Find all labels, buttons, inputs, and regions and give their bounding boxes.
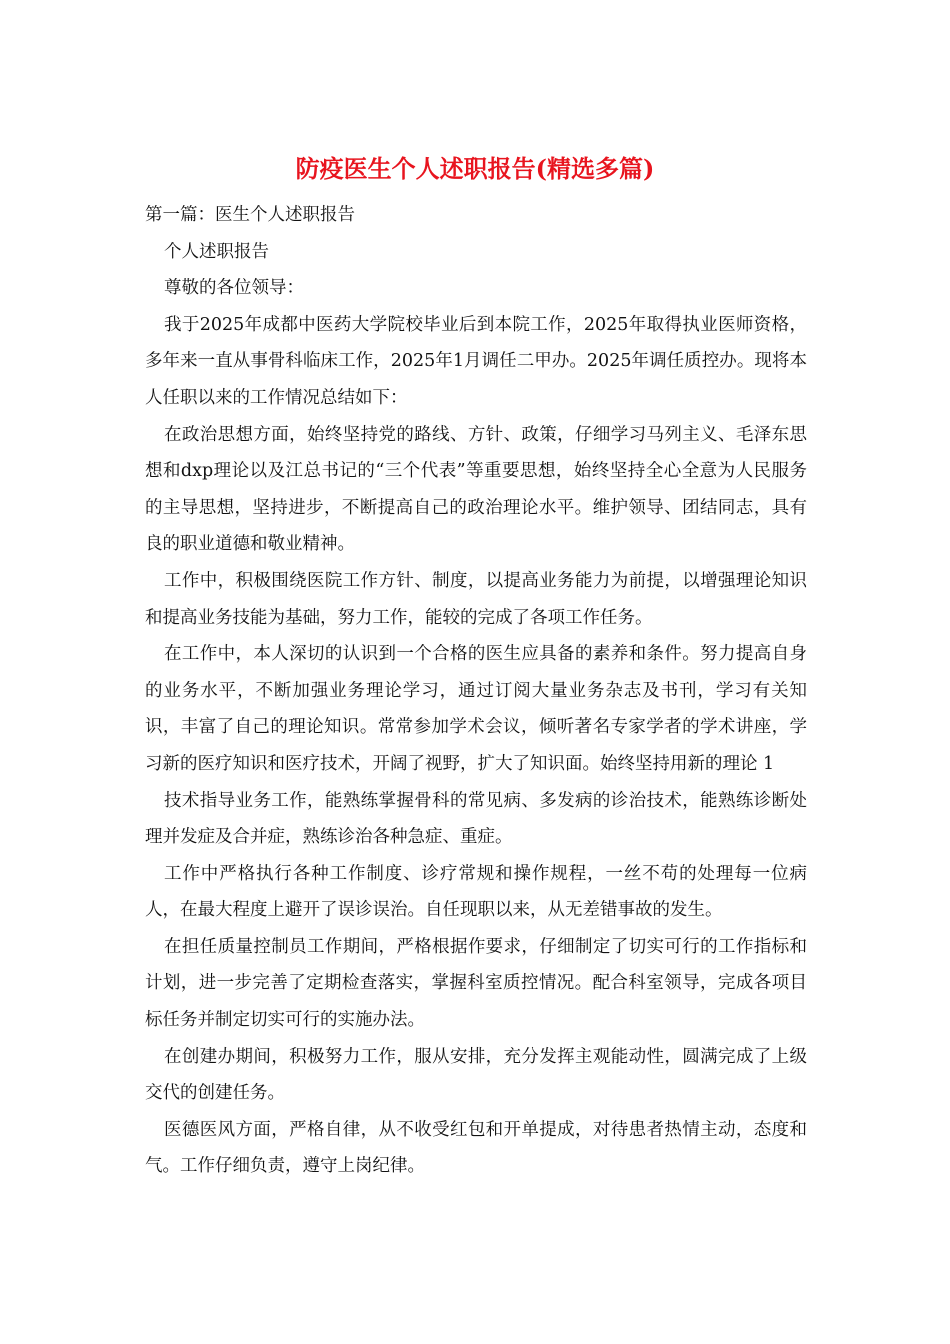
document-title: 防疫医生个人述职报告(精选多篇) xyxy=(295,154,655,183)
paragraph: 医德医风方面，严格自律，从不收受红包和开单提成，对待患者热情主动，态度和气。工作仔细负责，遵守上岗纪律。 xyxy=(145,1119,807,1177)
document-body xyxy=(145,197,807,1185)
report-subtitle: 个人述职报告 xyxy=(164,241,269,262)
paragraph: 在创建办期间，积极努力工作，服从安排，充分发挥主观能动性，圆满完成了上级交代的创建任务。 xyxy=(145,1046,807,1104)
paragraph: 工作中，积极围绕医院工作方针、制度，以提高业务能力为前提，以增强理论知识和提高业务技能为基础，努力工作，能较的完成了各项工作任务。 xyxy=(145,570,807,628)
paragraph: 在政治思想方面，始终坚持党的路线、方针、政策，仔细学习马列主义、毛泽东思想和dxp理论以及江总书记的“三个代表”等重要思想，始终坚持全心全意为人民服务的主导思想，坚持进步，不断提高自己的政治理论水平。维护领导、团结同志，具有良的职业道德和敬业精神。 xyxy=(145,424,807,555)
salutation: 尊敬的各位领导： xyxy=(164,278,304,299)
paragraph: 工作中严格执行各种工作制度、诊疗常规和操作规程，一丝不苟的处理每一位病人，在最大程度上避开了误诊误治。自任现职以来，从无差错事故的发生。 xyxy=(145,863,807,921)
paragraph: 在工作中，本人深切的认识到一个合格的医生应具备的素养和条件。努力提高自身的业务水平，不断加强业务理论学习，通过订阅大量业务杂志及书刊，学习有关知识，丰富了自己的理论知识。常常参加学术会议，倾听著名专家学者的学术讲座，学习新的医疗知识和医疗技术，开阔了视野，扩大了知识面。始终坚持用新的理论 1 xyxy=(145,644,807,774)
paragraph: 我于2025年成都中医药大学院校毕业后到本院工作，2025年取得执业医师资格，多年来一直从事骨科临床工作，2025年1月调任二甲办。2025年调任质控办。现将本人任职以来的工作情况总结如下： xyxy=(145,314,807,408)
paragraph: 在担任质量控制员工作期间，严格根据作要求，仔细制定了切实可行的工作指标和计划，进一步完善了定期检查落实，掌握科室质控情况。配合科室领导，完成各项目标任务并制定切实可行的实施办法。 xyxy=(145,936,807,1031)
section-heading: 第一篇：医生个人述职报告 xyxy=(145,205,355,225)
paragraph: 技术指导业务工作，能熟练掌握骨科的常见病、多发病的诊治技术，能熟练诊断处理并发症及合并症，熟练诊治各种急症、重症。 xyxy=(145,790,807,848)
